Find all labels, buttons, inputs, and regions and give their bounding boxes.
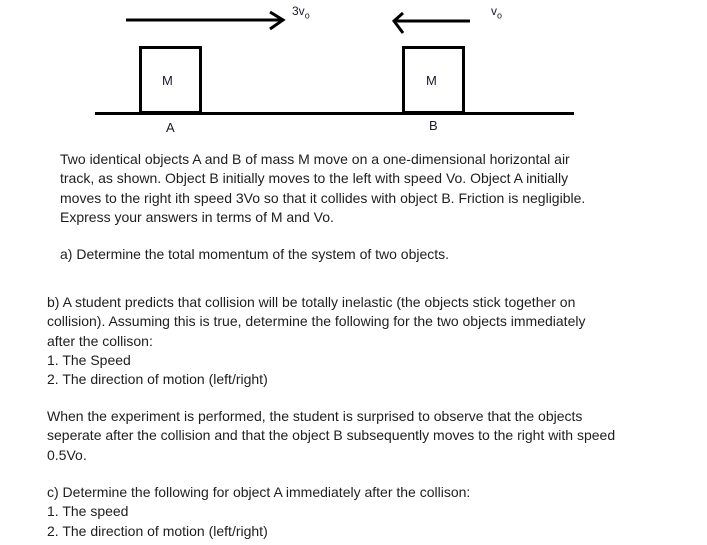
part-b-question: b) A student predicts that collision will be totally inelastic (the objects stick together on collision). Assuming this is true, determine the following for the two objects immediately after the collison: 1. The Speed 2. The direction of motion (left/right) xyxy=(47,294,586,388)
arrow-right-icon xyxy=(126,12,283,29)
experiment-paragraph: When the experiment is performed, the student is surprised to observe that the objects seperate after the collision and that the object B subsequently moves to the right with speed 0.5Vo. xyxy=(47,408,616,463)
block-a-mass: M xyxy=(162,73,173,88)
part-a-question: a) Determine the total momentum of the system of two objects. xyxy=(60,246,450,262)
block-a xyxy=(139,46,202,114)
block-a-label: A xyxy=(166,120,175,135)
block-b-label: B xyxy=(429,118,438,133)
part-c-question: c) Determine the following for object A immediately after the collison: 1. The speed 2. The direction of motion (left/right) xyxy=(47,484,471,539)
block-b-mass: M xyxy=(426,73,437,88)
block-b xyxy=(402,46,465,114)
track-line xyxy=(95,112,574,115)
arrow-left-icon xyxy=(394,13,470,33)
velocity-arrows xyxy=(0,0,707,140)
intro-paragraph: Two identical objects A and B of mass M move on a one-dimensional horizontal air track, as shown. Object B initially moves to the left with speed Vo. Object A initially moves to the right ith speed 3Vo so that it collides with object B. Friction is negligible. Express your answers in terms of M and Vo. xyxy=(60,151,586,225)
velocity-label-b: $v_o$ xyxy=(491,4,503,21)
velocity-label-a: $3v_o$ xyxy=(292,4,310,21)
